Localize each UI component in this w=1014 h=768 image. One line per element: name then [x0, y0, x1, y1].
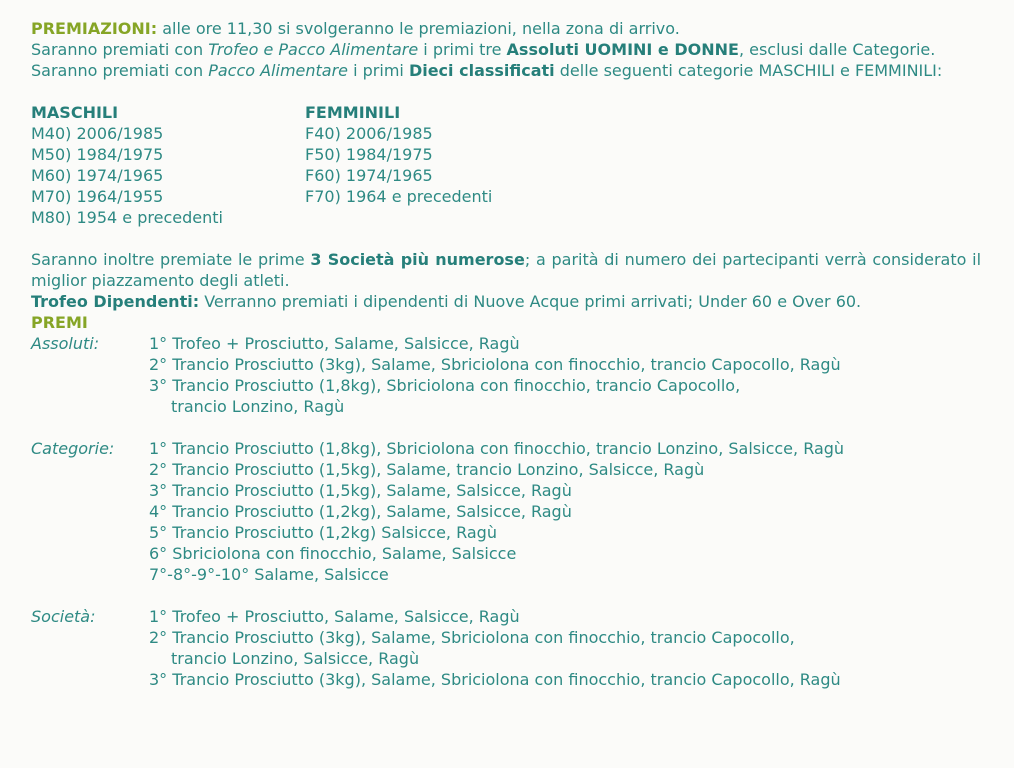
premi-heading: PREMI: [31, 313, 88, 332]
prize-item: 1° Trofeo + Prosciutto, Salame, Salsicce, Ragù: [149, 607, 520, 626]
maschili-title: MASCHILI: [31, 103, 119, 122]
maschili-item: M60) 1974/1965: [31, 166, 164, 185]
text-fragment-bold: 3 Società più numerose: [310, 250, 525, 269]
femminili-item: F70) 1964 e precedenti: [305, 187, 493, 206]
femminili-item: F40) 2006/1985: [305, 124, 433, 143]
categories-columns: [31, 102, 981, 228]
trofeo-dipendenti-line: [31, 291, 981, 312]
premiazioni-heading: PREMIAZIONI:: [31, 19, 158, 38]
maschili-column: [31, 102, 305, 228]
societa-label: Società:: [31, 607, 96, 626]
maschili-item: M70) 1964/1955: [31, 187, 164, 206]
prize-item: 4° Trancio Prosciutto (1,2kg), Salame, Salsicce, Ragù: [149, 502, 572, 521]
prize-item: 7°-8°-9°-10° Salame, Salsicce: [149, 565, 389, 584]
femminili-title: FEMMINILI: [305, 103, 401, 122]
assoluti-premi-paragraph: [31, 39, 981, 60]
femminili-item: F50) 1984/1975: [305, 145, 433, 164]
prize-item: 2° Trancio Prosciutto (3kg), Salame, Sbriciolona con finocchio, trancio Capocollo, Ragù: [149, 355, 841, 374]
prize-item: 3° Trancio Prosciutto (3kg), Salame, Sbriciolona con finocchio, trancio Capocollo, Ragù: [149, 670, 841, 689]
categorie-label: Categorie:: [31, 439, 115, 458]
text-fragment: i primi: [348, 61, 409, 80]
premiazioni-intro: alle ore 11,30 si svolgeranno le premiazioni, nella zona di arrivo.: [157, 19, 680, 38]
maschili-item: M40) 2006/1985: [31, 124, 164, 143]
prize-item: 2° Trancio Prosciutto (3kg), Salame, Sbriciolona con finocchio, trancio Capocollo,: [149, 628, 795, 647]
text-fragment: Saranno premiati con: [31, 40, 209, 59]
assoluti-section: [31, 333, 981, 417]
prize-item: 2° Trancio Prosciutto (1,5kg), Salame, trancio Lonzino, Salsicce, Ragù: [149, 460, 705, 479]
prize-item: 1° Trancio Prosciutto (1,8kg), Sbriciolona con finocchio, trancio Lonzino, Salsicce, Ragù: [149, 439, 845, 458]
text-fragment-italic: Trofeo e Pacco Alimentare: [208, 40, 419, 59]
categorie-section: [31, 438, 981, 585]
premiazioni-line: [31, 18, 981, 39]
text-fragment: Saranno premiati con: [31, 61, 209, 80]
prize-item-continuation: trancio Lonzino, Salsicce, Ragù: [171, 649, 420, 668]
prize-item: 5° Trancio Prosciutto (1,2kg) Salsicce, Ragù: [149, 523, 497, 542]
femminili-item: F60) 1974/1965: [305, 166, 433, 185]
prize-item: 3° Trancio Prosciutto (1,5kg), Salame, Salsicce, Ragù: [149, 481, 572, 500]
text-fragment-bold: Dieci classificati: [408, 61, 555, 80]
trofeo-heading: Trofeo Dipendenti:: [31, 292, 200, 311]
text-fragment: delle seguenti categorie MASCHILI e FEMMINILI:: [554, 61, 943, 80]
societa-section: [31, 606, 981, 690]
text-fragment: ; a parità di numero dei partecipanti verrà considerato il miglior piazzamento degli atleti.: [31, 250, 982, 290]
assoluti-label: Assoluti:: [31, 334, 100, 353]
text-fragment-bold: Assoluti UOMINI e DONNE: [506, 40, 739, 59]
text-fragment: i primi tre: [418, 40, 507, 59]
femminili-column: [305, 102, 705, 228]
document-page: [31, 18, 981, 690]
maschili-item: M50) 1984/1975: [31, 145, 164, 164]
trofeo-text: Verranno premiati i dipendenti di Nuove Acque primi arrivati; Under 60 e Over 60.: [199, 292, 862, 311]
text-fragment-italic: Pacco Alimentare: [208, 61, 349, 80]
prize-item: 3° Trancio Prosciutto (1,8kg), Sbriciolona con finocchio, trancio Capocollo,: [149, 376, 741, 395]
text-fragment: , esclusi dalle Categorie.: [738, 40, 936, 59]
categorie-premi-paragraph: [31, 60, 981, 81]
prize-item-continuation: trancio Lonzino, Ragù: [171, 397, 345, 416]
text-fragment: Saranno inoltre premiate le prime: [31, 250, 311, 269]
prize-item: 6° Sbriciolona con finocchio, Salame, Salsicce: [149, 544, 517, 563]
prize-item: 1° Trofeo + Prosciutto, Salame, Salsicce, Ragù: [149, 334, 520, 353]
maschili-item: M80) 1954 e precedenti: [31, 208, 223, 227]
societa-note-paragraph: [31, 249, 981, 291]
